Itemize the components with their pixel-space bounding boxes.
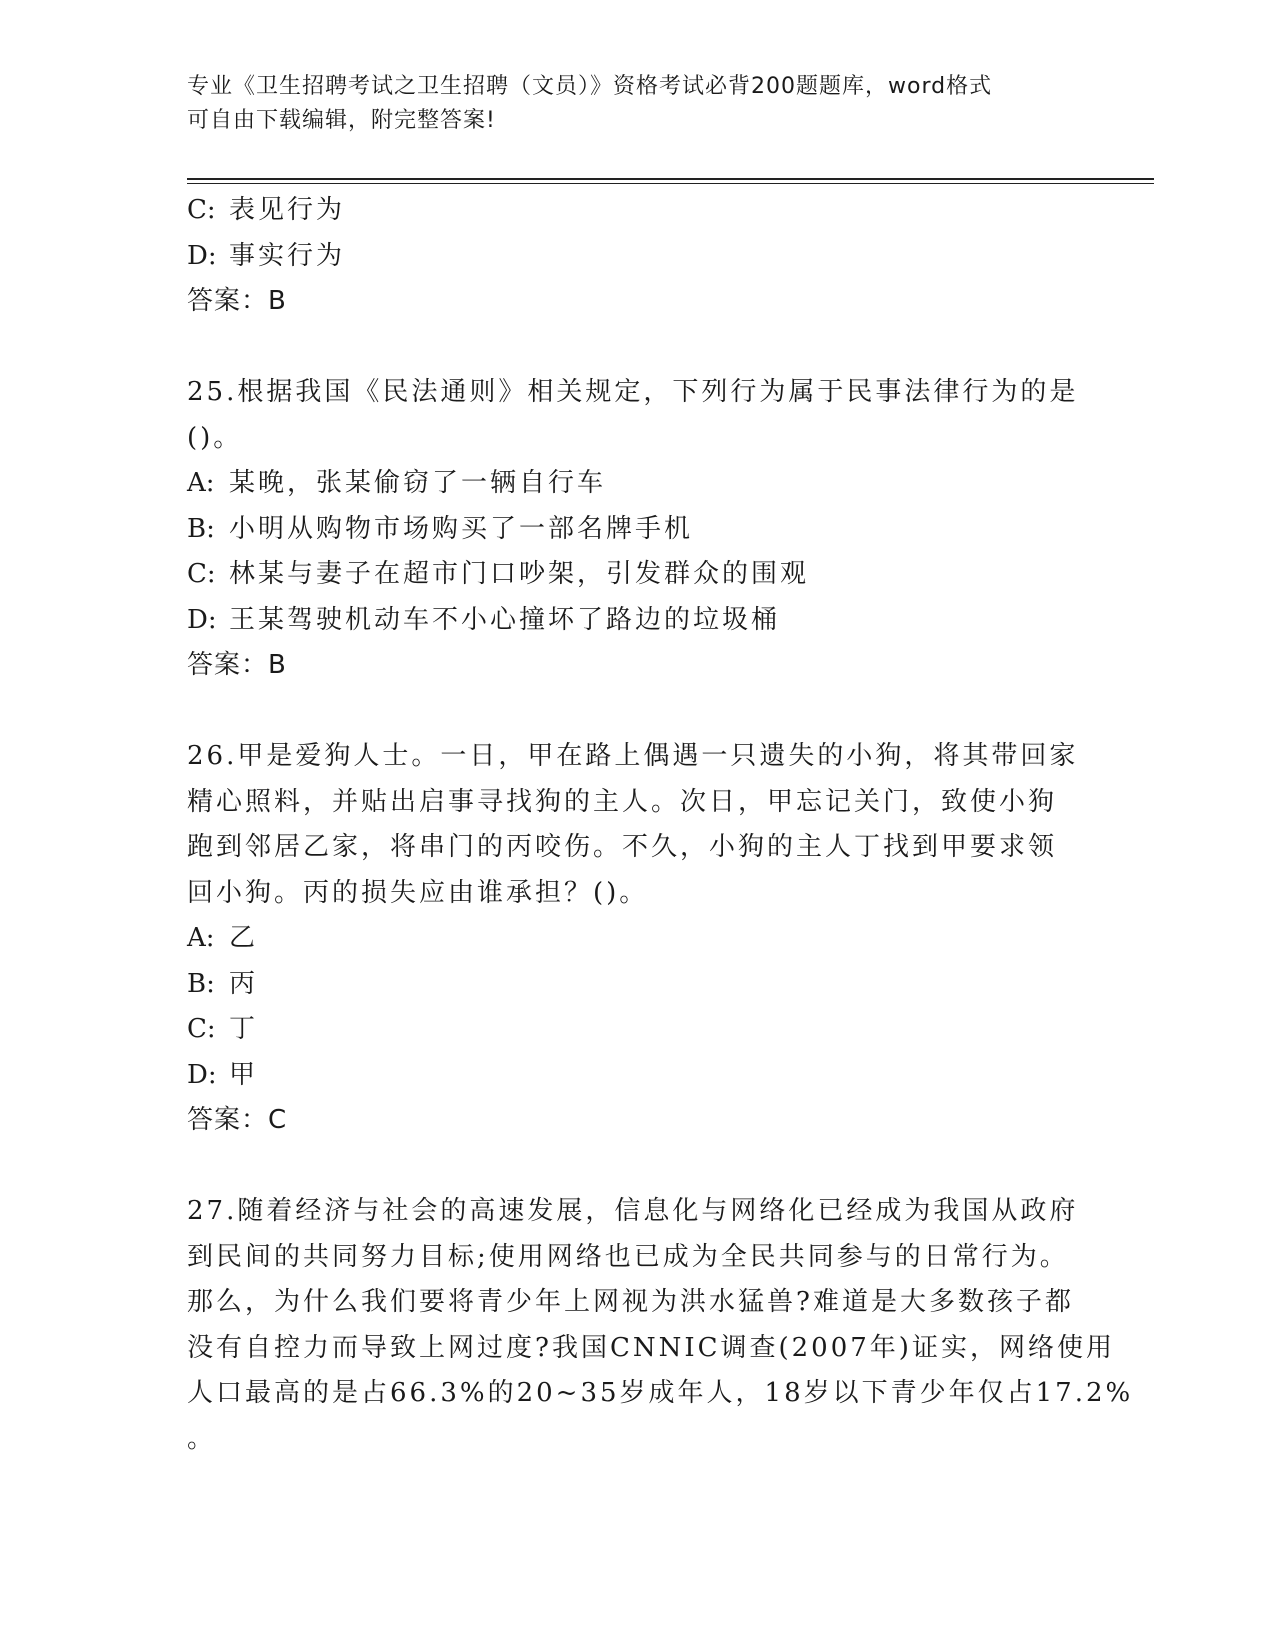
header-rule-thick [187, 178, 1154, 180]
question-stem-line: 跑到邻居乙家，将串门的丙咬伤。不久，小狗的主人丁找到甲要求领 [187, 832, 1058, 862]
option-b: B: 小明从购物市场购买了一部名牌手机 [187, 513, 694, 544]
answer: 答案：B [187, 650, 287, 680]
spacer [187, 325, 1087, 371]
question-stem-line: 精心照料，并贴出启事寻找狗的主人。次日，甲忘记关门，致使小狗 [187, 786, 1058, 817]
option-d: D: 甲 [187, 1059, 259, 1090]
spacer [187, 1144, 1087, 1190]
page-header [187, 70, 1087, 138]
question-stem-line: 到民间的共同努力目标;使用网络也已成为全民共同参与的日常行为。 [187, 1241, 1069, 1272]
question-25 [187, 370, 1087, 689]
spacer [187, 689, 1087, 735]
option-d: D: 王某驾驶机动车不小心撞坏了路边的垃圾桶 [187, 604, 781, 635]
question-26 [187, 734, 1087, 1144]
prev-question [187, 188, 1087, 325]
option-c: C: 表见行为 [187, 195, 346, 225]
answer: 答案：C [187, 1105, 288, 1135]
question-stem-line: 。 [187, 1423, 217, 1454]
option-a: A: 某晚，张某偷窃了一辆自行车 [187, 468, 607, 498]
question-stem-line: 人口最高的是占66.3%的20~35岁成年人，18岁以下青少年仅占17.2% [187, 1378, 1134, 1408]
question-stem-line: 那么，为什么我们要将青少年上网视为洪水猛兽?难道是大多数孩子都 [187, 1287, 1074, 1317]
header-line-2: 可自由下载编辑，附完整答案! [187, 108, 496, 133]
question-27 [187, 1189, 1134, 1462]
option-c: C: 林某与妻子在超市门口吵架，引发群众的围观 [187, 559, 810, 589]
question-stem-line: ()。 [187, 422, 243, 453]
option-b: B: 丙 [187, 968, 259, 999]
question-stem-line: 没有自控力而导致上网过度?我国CNNIC调查(2007年)证实，网络使用 [187, 1332, 1115, 1363]
header-line-1: 专业《卫生招聘考试之卫生招聘（文员）》资格考试必背200题题库，word格式 [187, 74, 993, 99]
option-d: D: 事实行为 [187, 240, 346, 271]
answer: 答案：B [187, 286, 287, 316]
question-stem-line: 26.甲是爱狗人士。一日，甲在路上偶遇一只遗失的小狗，将其带回家 [187, 741, 1079, 771]
question-content [187, 188, 1134, 1462]
header-rule-thin [187, 183, 1154, 184]
option-c: C: 丁 [187, 1014, 259, 1044]
question-stem-line: 27.随着经济与社会的高速发展，信息化与网络化已经成为我国从政府 [187, 1196, 1079, 1226]
option-a: A: 乙 [187, 923, 259, 953]
question-stem-line: 回小狗。丙的损失应由谁承担？()。 [187, 877, 649, 908]
question-stem-line: 25.根据我国《民法通则》相关规定，下列行为属于民事法律行为的是 [187, 377, 1079, 407]
